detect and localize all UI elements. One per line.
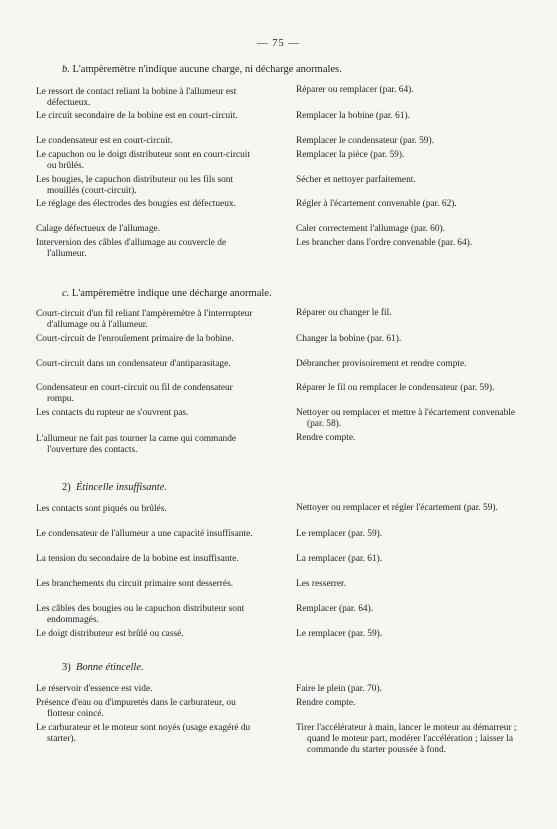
remedy-text: Nettoyer ou remplacer et régler l'écartement (par. 59). xyxy=(296,503,498,513)
remedy-text: Le remplacer (par. 59). xyxy=(296,629,383,639)
remedy-text: Rendre compte. xyxy=(296,698,356,708)
remedy-text: Les resserrer. xyxy=(296,579,346,589)
cause-text: Court-circuit dans un condensateur d'antiparasitage. xyxy=(36,359,231,369)
cause-text: Les contacts sont piqués ou brûlés. xyxy=(36,504,167,514)
remedy-text: Caler correctement l'allumage (par. 60). xyxy=(296,224,446,234)
cause-text: Le ressort de contact reliant la bobine à l'allumeur est défectueux. xyxy=(36,87,237,108)
section-3-title: Bonne étincelle. xyxy=(76,662,144,673)
remedy-text: La remplacer (par. 61). xyxy=(296,554,383,564)
remedy-text: Changer la bobine (par. 61). xyxy=(296,334,402,344)
section-b-letter: b. xyxy=(62,64,70,75)
remedy-text: Faire le plein (par. 70). xyxy=(296,684,382,694)
cause-text: Les contacts du rupteur ne s'ouvrent pas. xyxy=(36,408,189,418)
cause-text: Le condensateur est en court-circuit. xyxy=(36,136,173,146)
section-2-heading xyxy=(62,481,167,494)
remedy-text: Rendre compte. xyxy=(296,433,356,443)
remedy-text: Tirer l'accélérateur à main, lancer le moteur au démarreur ; quand le moteur part, modérer l'accélération ; laisser la commande du starter poussée à fond. xyxy=(296,723,517,755)
cause-text: Les branchements du circuit primaire sont desserrés. xyxy=(36,579,234,589)
cause-text: Court-circuit de l'enroulement primaire de la bobine. xyxy=(36,334,234,344)
remedy-text: Les brancher dans l'ordre convenable (par. 64). xyxy=(296,238,473,248)
section-c-letter: c. xyxy=(62,288,70,299)
cause-text: Interversion des câbles d'allumage au couvercle de l'allumeur. xyxy=(36,238,227,259)
section-2-title: Étincelle insuffisante. xyxy=(76,482,167,493)
page-number: — 75 — xyxy=(257,38,300,49)
section-c-heading xyxy=(62,287,272,300)
cause-text: Condensateur en court-circuit ou fil de condensateur rompu. xyxy=(36,383,233,404)
remedy-text: Nettoyer ou remplacer et mettre à l'écartement convenable (par. 58). xyxy=(296,408,516,429)
remedy-text: Le remplacer (par. 59). xyxy=(296,529,383,539)
cause-text: Le circuit secondaire de la bobine est en court-circuit. xyxy=(36,111,238,121)
remedy-text: Réparer ou changer le fil. xyxy=(296,308,392,318)
cause-text: Présence d'eau ou d'impuretés dans le carburateur, ou flotteur coincé. xyxy=(36,698,236,719)
section-b-heading xyxy=(62,63,342,76)
remedy-text: Remplacer la pièce (par. 59). xyxy=(296,150,405,160)
section-3-number: 3) xyxy=(62,662,71,673)
section-c-title: L'ampèremètre indique une décharge anormale. xyxy=(69,288,272,299)
cause-text: La tension du secondaire de la bobine est insuffisante. xyxy=(36,554,239,564)
remedy-text: Remplacer (par. 64). xyxy=(296,604,374,614)
cause-text: L'allumeur ne fait pas tourner la came qui commande l'ouverture des contacts. xyxy=(36,434,237,455)
remedy-text: Régler à l'écartement convenable (par. 62). xyxy=(296,199,457,209)
cause-text: Le condensateur de l'allumeur a une capacité insuffisante. xyxy=(36,529,253,539)
remedy-text: Réparer ou remplacer (par. 64). xyxy=(296,85,414,95)
cause-text: Le doigt distributeur est brûlé ou cassé. xyxy=(36,629,184,639)
section-3-heading xyxy=(62,661,144,674)
section-2-number: 2) xyxy=(62,482,71,493)
cause-text: Les câbles des bougies ou le capuchon distributeur sont endommagés. xyxy=(36,604,245,625)
cause-text: Le réservoir d'essence est vide. xyxy=(36,684,153,694)
cause-text: Le réglage des électrodes des bougies est défectueux. xyxy=(36,199,236,209)
cause-text: Le capuchon ou le doigt distributeur sont en court-circuit ou brûlés. xyxy=(36,150,250,171)
remedy-text: Débrancher provisoirement et rendre compte. xyxy=(296,359,467,369)
remedy-text: Remplacer la bobine (par. 61). xyxy=(296,111,411,121)
cause-text: Calage défectueux de l'allumage. xyxy=(36,224,161,234)
cause-text: Le carburateur et le moteur sont noyés (usage exagéré du starter). xyxy=(36,723,251,744)
remedy-text: Réparer le fil ou remplacer le condensateur (par. 59). xyxy=(296,383,495,393)
remedy-text: Sécher et nettoyer parfaitement. xyxy=(296,175,416,185)
cause-text: Court-circuit d'un fil reliant l'ampèremètre à l'interrupteur d'allumage ou à l'allumeur. xyxy=(36,309,253,330)
section-b-title: L'ampèremètre n'indique aucune charge, ni décharge anormales. xyxy=(69,64,342,75)
cause-text: Les bougies, le capuchon distributeur ou les fils sont mouillés (court-circuit). xyxy=(36,175,234,196)
remedy-text: Remplacer le condensateur (par. 59). xyxy=(296,136,434,146)
